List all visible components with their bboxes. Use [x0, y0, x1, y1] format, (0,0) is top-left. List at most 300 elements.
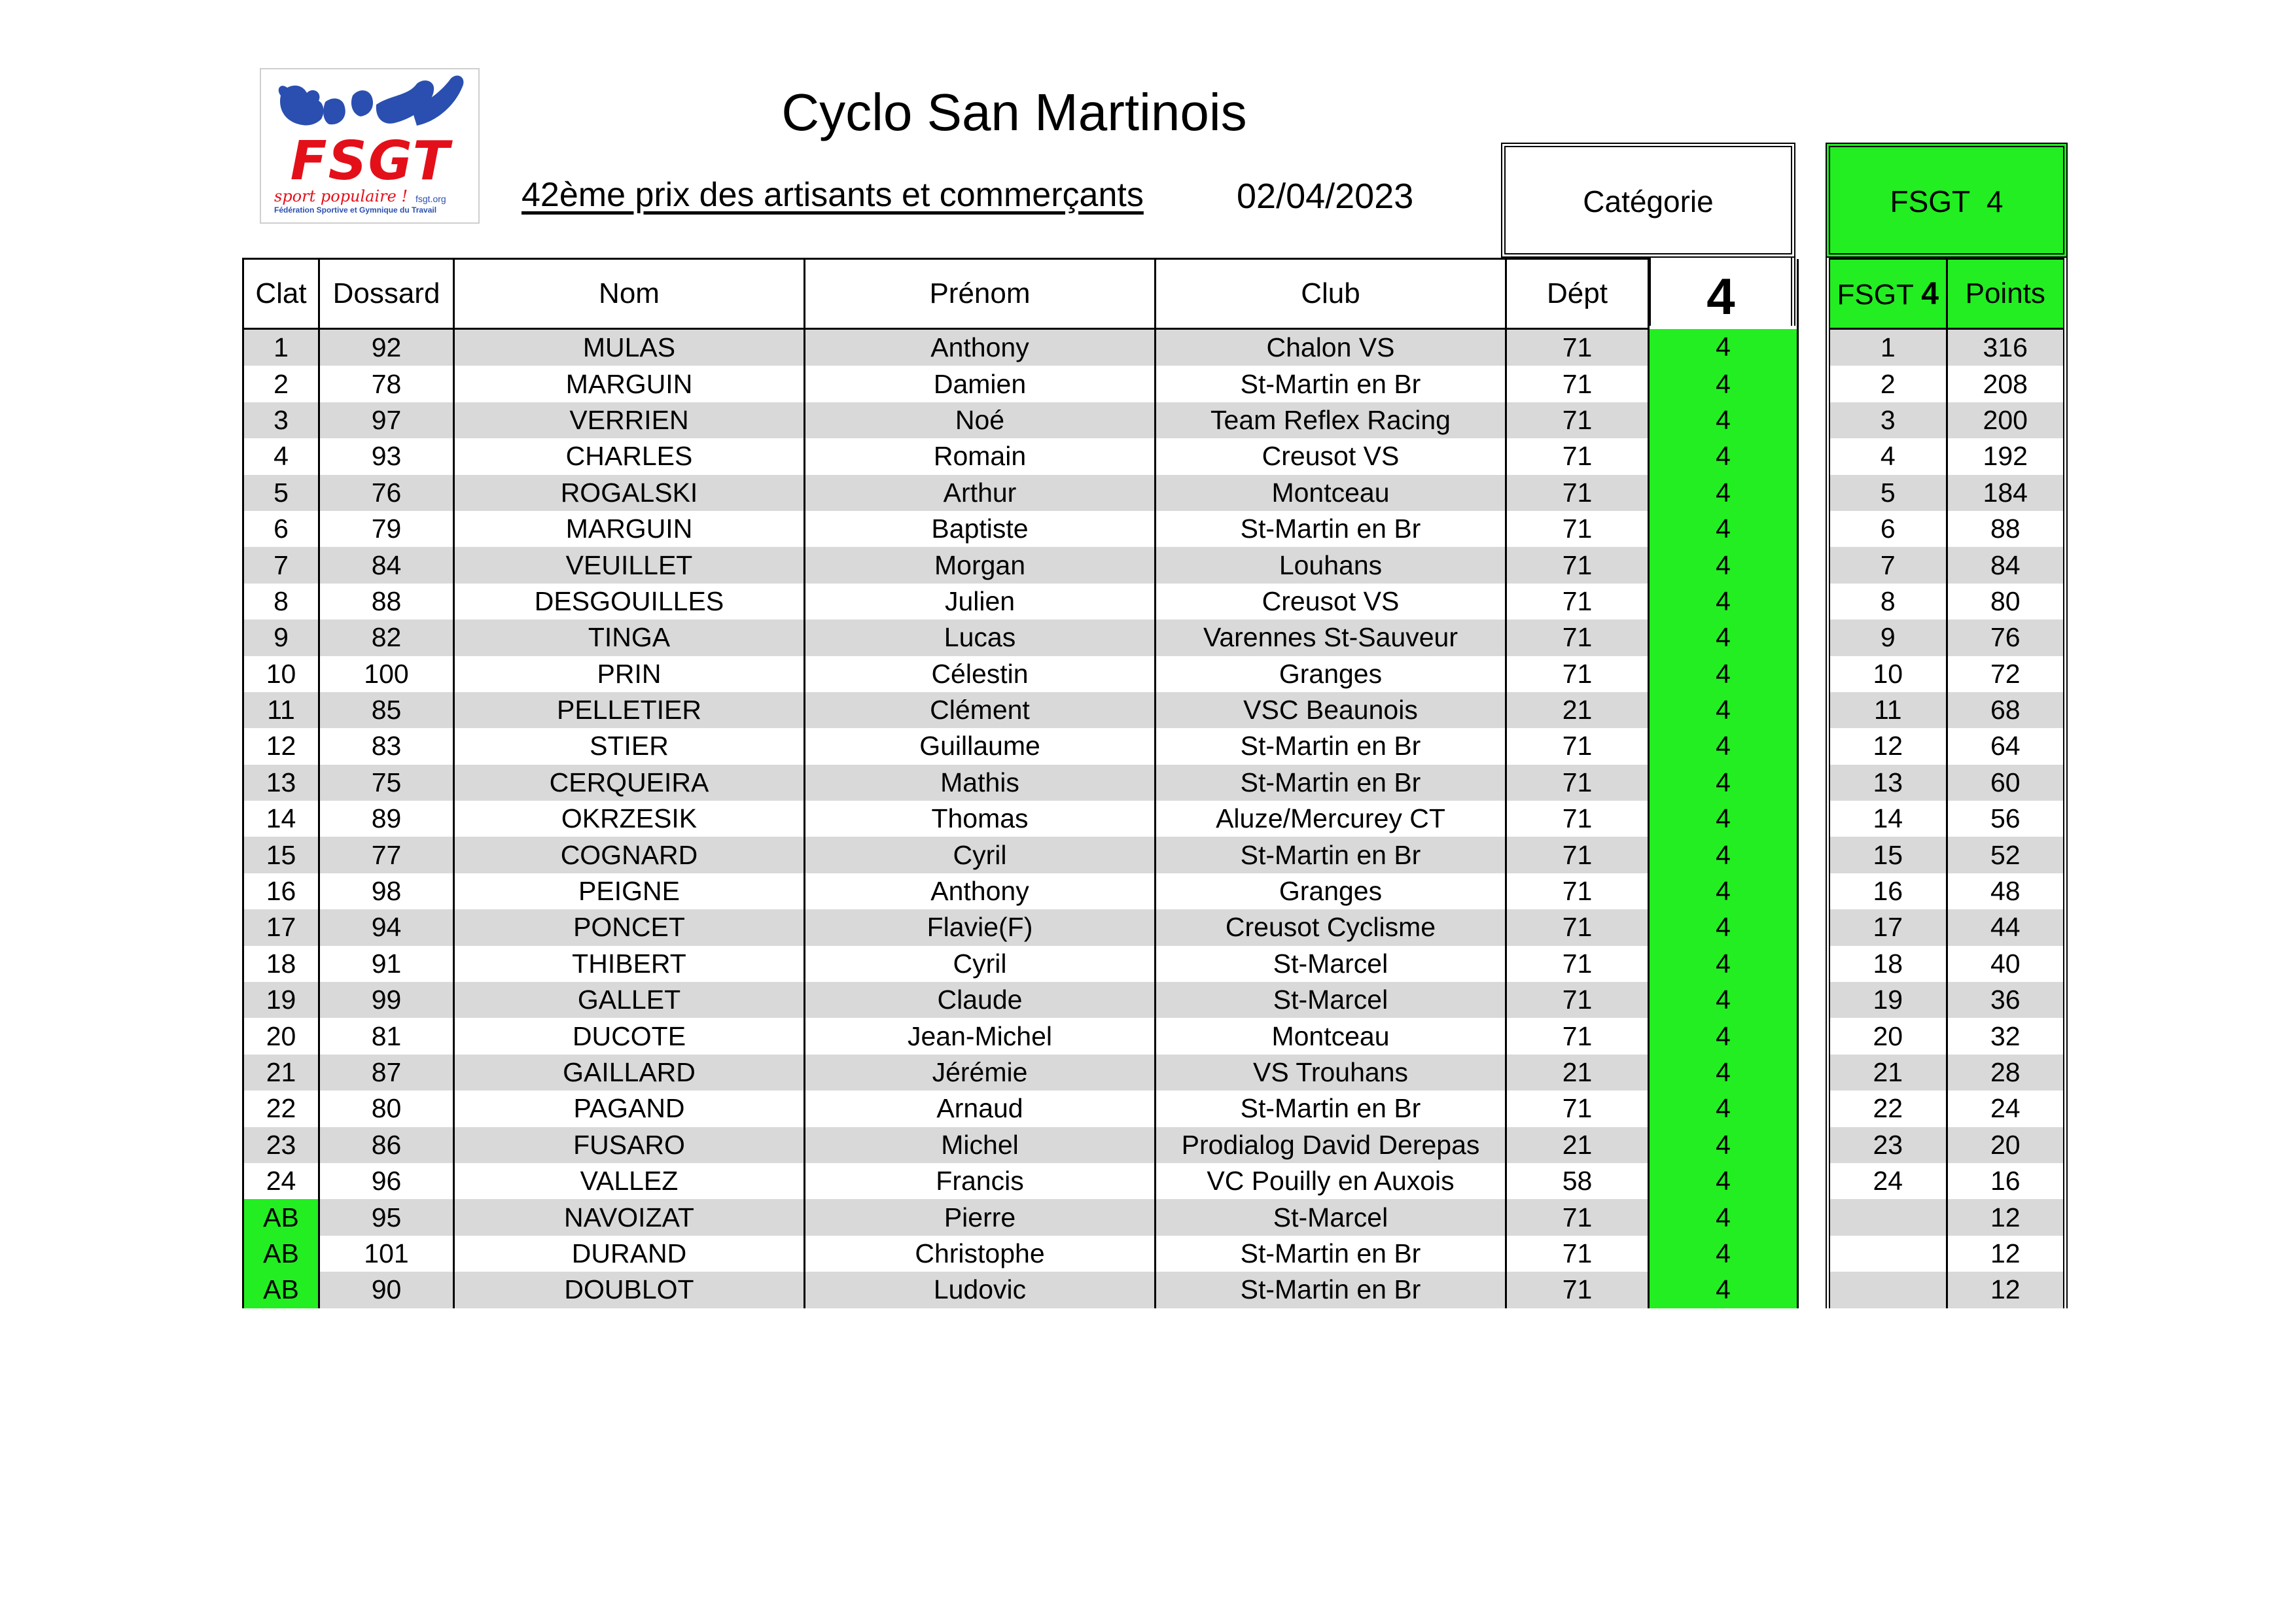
- nom-cell: PRIN: [454, 656, 805, 692]
- prenom-cell: Jérémie: [805, 1055, 1156, 1091]
- table-row: [243, 909, 1798, 945]
- points-cell: 80: [1947, 584, 2066, 620]
- category-cell: 4: [1649, 656, 1798, 692]
- points-row: [1828, 946, 2066, 982]
- dept-cell: 71: [1506, 366, 1649, 402]
- dossard-cell: 87: [319, 1055, 454, 1091]
- dept-cell: 21: [1506, 692, 1649, 728]
- points-cell: 56: [1947, 801, 2066, 837]
- rank-cell: 3: [1828, 402, 1947, 438]
- points-cell: 52: [1947, 837, 2066, 873]
- club-cell: Creusot VS: [1156, 438, 1506, 474]
- category-cell: 4: [1649, 946, 1798, 982]
- logo-text: FSGT: [290, 130, 451, 192]
- points-row: [1828, 620, 2066, 655]
- nom-cell: NAVOIZAT: [454, 1199, 805, 1235]
- clat-cell: 4: [243, 438, 319, 474]
- clat-cell: AB: [243, 1199, 319, 1235]
- table-row: [243, 1127, 1798, 1163]
- dossard-cell: 79: [319, 511, 454, 547]
- clat-cell: 19: [243, 982, 319, 1018]
- rank-cell: 19: [1828, 982, 1947, 1018]
- points-row: [1828, 873, 2066, 909]
- table-row: [243, 837, 1798, 873]
- table-row: [243, 873, 1798, 909]
- col-header-nom: Nom: [454, 259, 805, 329]
- points-row: [1828, 1163, 2066, 1199]
- page-title: Cyclo San Martinois: [781, 83, 1247, 141]
- dept-cell: 71: [1506, 402, 1649, 438]
- nom-cell: DESGOUILLES: [454, 584, 805, 620]
- dossard-cell: 80: [319, 1091, 454, 1126]
- clat-cell: 14: [243, 801, 319, 837]
- dept-cell: 21: [1506, 1127, 1649, 1163]
- table-row: [243, 692, 1798, 728]
- club-cell: St-Martin en Br: [1156, 765, 1506, 801]
- clat-cell: 15: [243, 837, 319, 873]
- dossard-cell: 95: [319, 1199, 454, 1235]
- prenom-cell: Cyril: [805, 946, 1156, 982]
- clat-cell: 5: [243, 475, 319, 511]
- club-cell: St-Marcel: [1156, 1199, 1506, 1235]
- rank-cell: [1828, 1199, 1947, 1235]
- points-cell: 20: [1947, 1127, 2066, 1163]
- points-row: [1828, 1055, 2066, 1091]
- club-cell: St-Martin en Br: [1156, 728, 1506, 764]
- category-value: 4: [1706, 268, 1735, 325]
- prenom-cell: Flavie(F): [805, 909, 1156, 945]
- dept-cell: 71: [1506, 656, 1649, 692]
- category-cell: 4: [1649, 1018, 1798, 1054]
- rank-cell: 18: [1828, 946, 1947, 982]
- table-row: [243, 1272, 1798, 1308]
- category-cell: 4: [1649, 366, 1798, 402]
- category-cell: 4: [1649, 329, 1798, 366]
- club-cell: Granges: [1156, 873, 1506, 909]
- rank-cell: 16: [1828, 873, 1947, 909]
- clat-cell: 9: [243, 620, 319, 655]
- table-row: [243, 584, 1798, 620]
- club-cell: VS Trouhans: [1156, 1055, 1506, 1091]
- points-header-row: [1828, 259, 2066, 329]
- rank-cell: 5: [1828, 475, 1947, 511]
- dossard-cell: 89: [319, 801, 454, 837]
- prenom-cell: Noé: [805, 402, 1156, 438]
- clat-cell: AB: [243, 1236, 319, 1272]
- category-cell: 4: [1649, 765, 1798, 801]
- club-cell: Chalon VS: [1156, 329, 1506, 366]
- points-row: [1828, 402, 2066, 438]
- category-cell: 4: [1649, 584, 1798, 620]
- table-row: [243, 1236, 1798, 1272]
- event-subtitle: 42ème prix des artisants et commerçants: [521, 176, 1144, 214]
- category-cell: 4: [1649, 692, 1798, 728]
- table-row: [243, 765, 1798, 801]
- dossard-cell: 100: [319, 656, 454, 692]
- rank-cell: 22: [1828, 1091, 1947, 1126]
- col-header-fsgt-num: 4: [1921, 276, 1939, 311]
- category-cell: 4: [1649, 1272, 1798, 1308]
- col-header-prenom: Prénom: [805, 259, 1156, 329]
- table-row: [243, 547, 1798, 583]
- dossard-cell: 99: [319, 982, 454, 1018]
- nom-cell: CERQUEIRA: [454, 765, 805, 801]
- clat-cell: 3: [243, 402, 319, 438]
- category-cell: 4: [1649, 1163, 1798, 1199]
- nom-cell: TINGA: [454, 620, 805, 655]
- points-row: [1828, 837, 2066, 873]
- dept-cell: 21: [1506, 1055, 1649, 1091]
- table-row: [243, 1163, 1798, 1199]
- dossard-cell: 93: [319, 438, 454, 474]
- points-cell: 184: [1947, 475, 2066, 511]
- dossard-cell: 85: [319, 692, 454, 728]
- nom-cell: COGNARD: [454, 837, 805, 873]
- category-label: Catégorie: [1583, 184, 1714, 218]
- dept-cell: 71: [1506, 620, 1649, 655]
- category-cell: 4: [1649, 1055, 1798, 1091]
- category-cell: 4: [1649, 728, 1798, 764]
- table-row: [243, 402, 1798, 438]
- prenom-cell: Mathis: [805, 765, 1156, 801]
- dossard-cell: 97: [319, 402, 454, 438]
- table-row: [243, 656, 1798, 692]
- rank-cell: 6: [1828, 511, 1947, 547]
- clat-cell: 2: [243, 366, 319, 402]
- col-header-category: [1649, 259, 1798, 329]
- event-date: 02/04/2023: [1237, 177, 1414, 216]
- clat-cell: 16: [243, 873, 319, 909]
- dossard-cell: 75: [319, 765, 454, 801]
- nom-cell: MARGUIN: [454, 511, 805, 547]
- dossard-cell: 88: [319, 584, 454, 620]
- club-cell: St-Martin en Br: [1156, 1091, 1506, 1126]
- points-row: [1828, 584, 2066, 620]
- points-cell: 200: [1947, 402, 2066, 438]
- points-row: [1828, 656, 2066, 692]
- points-row: [1828, 801, 2066, 837]
- prenom-cell: Jean-Michel: [805, 1018, 1156, 1054]
- dossard-cell: 101: [319, 1236, 454, 1272]
- category-cell: 4: [1649, 402, 1798, 438]
- clat-cell: 23: [243, 1127, 319, 1163]
- nom-cell: DURAND: [454, 1236, 805, 1272]
- category-cell: 4: [1649, 511, 1798, 547]
- rank-cell: 20: [1828, 1018, 1947, 1054]
- prenom-cell: Morgan: [805, 547, 1156, 583]
- points-cell: 60: [1947, 765, 2066, 801]
- prenom-cell: Francis: [805, 1163, 1156, 1199]
- rank-cell: 24: [1828, 1163, 1947, 1199]
- nom-cell: GAILLARD: [454, 1055, 805, 1091]
- club-cell: St-Marcel: [1156, 946, 1506, 982]
- prenom-cell: Julien: [805, 584, 1156, 620]
- points-cell: 24: [1947, 1091, 2066, 1126]
- col-header-club: Club: [1156, 259, 1506, 329]
- logo-url: fsgt.org: [415, 194, 446, 204]
- dept-cell: 71: [1506, 765, 1649, 801]
- nom-cell: FUSARO: [454, 1127, 805, 1163]
- clat-cell: 13: [243, 765, 319, 801]
- points-row: [1828, 765, 2066, 801]
- club-cell: St-Martin en Br: [1156, 366, 1506, 402]
- table-row: [243, 728, 1798, 764]
- prenom-cell: Anthony: [805, 873, 1156, 909]
- category-cell: 4: [1649, 982, 1798, 1018]
- points-row: [1828, 1127, 2066, 1163]
- club-cell: Creusot VS: [1156, 584, 1506, 620]
- points-row: [1828, 1199, 2066, 1235]
- fsgt-category-label: FSGT 4: [1890, 184, 2004, 218]
- category-cell: 4: [1649, 438, 1798, 474]
- clat-cell: 18: [243, 946, 319, 982]
- points-cell: 16: [1947, 1163, 2066, 1199]
- logo-tagline: sport populaire !: [274, 187, 408, 205]
- col-header-fsgt: [1828, 259, 1947, 329]
- club-cell: Montceau: [1156, 475, 1506, 511]
- table-row: [243, 1018, 1798, 1054]
- dept-cell: 71: [1506, 728, 1649, 764]
- rank-cell: 13: [1828, 765, 1947, 801]
- dept-cell: 71: [1506, 982, 1649, 1018]
- points-cell: 36: [1947, 982, 2066, 1018]
- rank-cell: 23: [1828, 1127, 1947, 1163]
- category-cell: 4: [1649, 801, 1798, 837]
- club-cell: Varennes St-Sauveur: [1156, 620, 1506, 655]
- dept-cell: 71: [1506, 475, 1649, 511]
- col-header-points: Points: [1947, 259, 2066, 329]
- club-cell: VSC Beaunois: [1156, 692, 1506, 728]
- dept-cell: 71: [1506, 873, 1649, 909]
- clat-cell: 11: [243, 692, 319, 728]
- dossard-cell: 84: [319, 547, 454, 583]
- club-cell: VC Pouilly en Auxois: [1156, 1163, 1506, 1199]
- dept-cell: 71: [1506, 837, 1649, 873]
- col-header-clat: Clat: [243, 259, 319, 329]
- prenom-cell: Pierre: [805, 1199, 1156, 1235]
- rank-cell: 1: [1828, 329, 1947, 366]
- points-cell: 76: [1947, 620, 2066, 655]
- points-row: [1828, 329, 2066, 366]
- category-cell: 4: [1649, 1091, 1798, 1126]
- dept-cell: 71: [1506, 909, 1649, 945]
- prenom-cell: Guillaume: [805, 728, 1156, 764]
- points-cell: 316: [1947, 329, 2066, 366]
- points-row: [1828, 1091, 2066, 1126]
- points-cell: 192: [1947, 438, 2066, 474]
- club-cell: St-Marcel: [1156, 982, 1506, 1018]
- nom-cell: PONCET: [454, 909, 805, 945]
- points-row: [1828, 547, 2066, 583]
- rank-cell: [1828, 1236, 1947, 1272]
- nom-cell: PELLETIER: [454, 692, 805, 728]
- dept-cell: 71: [1506, 801, 1649, 837]
- prenom-cell: Anthony: [805, 329, 1156, 366]
- prenom-cell: Romain: [805, 438, 1156, 474]
- prenom-cell: Claude: [805, 982, 1156, 1018]
- table-row: [243, 438, 1798, 474]
- dept-cell: 71: [1506, 438, 1649, 474]
- results-table: [242, 258, 1799, 1308]
- points-row: [1828, 475, 2066, 511]
- nom-cell: DOUBLOT: [454, 1272, 805, 1308]
- nom-cell: VALLEZ: [454, 1163, 805, 1199]
- nom-cell: DUCOTE: [454, 1018, 805, 1054]
- table-row: [243, 366, 1798, 402]
- category-cell: 4: [1649, 837, 1798, 873]
- points-cell: 72: [1947, 656, 2066, 692]
- table-row: [243, 511, 1798, 547]
- dossard-cell: 83: [319, 728, 454, 764]
- points-cell: 12: [1947, 1236, 2066, 1272]
- nom-cell: OKRZESIK: [454, 801, 805, 837]
- dept-cell: 71: [1506, 1018, 1649, 1054]
- nom-cell: VEUILLET: [454, 547, 805, 583]
- nom-cell: STIER: [454, 728, 805, 764]
- clat-cell: AB: [243, 1272, 319, 1308]
- rank-cell: 9: [1828, 620, 1947, 655]
- prenom-cell: Lucas: [805, 620, 1156, 655]
- points-cell: 12: [1947, 1272, 2066, 1308]
- results-header-row: [243, 259, 1798, 329]
- points-row: [1828, 982, 2066, 1018]
- dept-cell: 58: [1506, 1163, 1649, 1199]
- dossard-cell: 82: [319, 620, 454, 655]
- rank-cell: [1828, 1272, 1947, 1308]
- table-row: [243, 329, 1798, 366]
- points-cell: 68: [1947, 692, 2066, 728]
- dossard-cell: 81: [319, 1018, 454, 1054]
- prenom-cell: Célestin: [805, 656, 1156, 692]
- clat-cell: 1: [243, 329, 319, 366]
- points-row: [1828, 438, 2066, 474]
- clat-cell: 21: [243, 1055, 319, 1091]
- category-box: [1501, 143, 1795, 258]
- rank-cell: 11: [1828, 692, 1947, 728]
- dept-cell: 71: [1506, 584, 1649, 620]
- fsgt-category-box: [1826, 143, 2068, 258]
- clat-cell: 7: [243, 547, 319, 583]
- table-row: [243, 982, 1798, 1018]
- category-cell: 4: [1649, 1199, 1798, 1235]
- points-cell: 84: [1947, 547, 2066, 583]
- dossard-cell: 96: [319, 1163, 454, 1199]
- rank-cell: 17: [1828, 909, 1947, 945]
- prenom-cell: Christophe: [805, 1236, 1156, 1272]
- clat-cell: 10: [243, 656, 319, 692]
- rank-cell: 15: [1828, 837, 1947, 873]
- nom-cell: VERRIEN: [454, 402, 805, 438]
- rank-cell: 10: [1828, 656, 1947, 692]
- dept-cell: 71: [1506, 1199, 1649, 1235]
- club-cell: Creusot Cyclisme: [1156, 909, 1506, 945]
- rank-cell: 8: [1828, 584, 1947, 620]
- prenom-cell: Damien: [805, 366, 1156, 402]
- club-cell: St-Martin en Br: [1156, 1272, 1506, 1308]
- nom-cell: ROGALSKI: [454, 475, 805, 511]
- dossard-cell: 78: [319, 366, 454, 402]
- table-row: [243, 1091, 1798, 1126]
- club-cell: Granges: [1156, 656, 1506, 692]
- logo-org: Fédération Sportive et Gymnique du Travail: [274, 205, 437, 215]
- points-row: [1828, 909, 2066, 945]
- rank-cell: 12: [1828, 728, 1947, 764]
- nom-cell: MULAS: [454, 329, 805, 366]
- club-cell: Team Reflex Racing: [1156, 402, 1506, 438]
- dossard-cell: 91: [319, 946, 454, 982]
- club-cell: Aluze/Mercurey CT: [1156, 801, 1506, 837]
- table-row: [243, 946, 1798, 982]
- points-cell: 64: [1947, 728, 2066, 764]
- dept-cell: 71: [1506, 511, 1649, 547]
- table-row: [243, 1055, 1798, 1091]
- points-row: [1828, 1236, 2066, 1272]
- points-cell: 32: [1947, 1018, 2066, 1054]
- category-cell: 4: [1649, 620, 1798, 655]
- prenom-cell: Clément: [805, 692, 1156, 728]
- prenom-cell: Ludovic: [805, 1272, 1156, 1308]
- points-table: [1826, 258, 2068, 1308]
- clat-cell: 17: [243, 909, 319, 945]
- nom-cell: PEIGNE: [454, 873, 805, 909]
- points-row: [1828, 1018, 2066, 1054]
- clat-cell: 20: [243, 1018, 319, 1054]
- nom-cell: CHARLES: [454, 438, 805, 474]
- club-cell: Louhans: [1156, 547, 1506, 583]
- prenom-cell: Arthur: [805, 475, 1156, 511]
- prenom-cell: Cyril: [805, 837, 1156, 873]
- points-row: [1828, 692, 2066, 728]
- points-row: [1828, 1272, 2066, 1308]
- club-cell: St-Martin en Br: [1156, 1236, 1506, 1272]
- rank-cell: 4: [1828, 438, 1947, 474]
- fsgt-logo: [260, 68, 480, 224]
- category-cell: 4: [1649, 1236, 1798, 1272]
- rank-cell: 2: [1828, 366, 1947, 402]
- dept-cell: 71: [1506, 329, 1649, 366]
- points-row: [1828, 511, 2066, 547]
- club-cell: Montceau: [1156, 1018, 1506, 1054]
- clat-cell: 22: [243, 1091, 319, 1126]
- category-cell: 4: [1649, 475, 1798, 511]
- dept-cell: 71: [1506, 1236, 1649, 1272]
- col-header-dossard: Dossard: [319, 259, 454, 329]
- points-cell: 44: [1947, 909, 2066, 945]
- club-cell: Prodialog David Derepas: [1156, 1127, 1506, 1163]
- category-cell: 4: [1649, 547, 1798, 583]
- table-row: [243, 620, 1798, 655]
- dept-cell: 71: [1506, 547, 1649, 583]
- nom-cell: THIBERT: [454, 946, 805, 982]
- clat-cell: 6: [243, 511, 319, 547]
- table-row: [243, 475, 1798, 511]
- dossard-cell: 94: [319, 909, 454, 945]
- points-cell: 48: [1947, 873, 2066, 909]
- prenom-cell: Thomas: [805, 801, 1156, 837]
- table-row: [243, 1199, 1798, 1235]
- nom-cell: MARGUIN: [454, 366, 805, 402]
- col-header-dept: Dépt: [1506, 259, 1649, 329]
- clat-cell: 24: [243, 1163, 319, 1199]
- points-row: [1828, 728, 2066, 764]
- table-row: [243, 801, 1798, 837]
- clat-cell: 8: [243, 584, 319, 620]
- prenom-cell: Arnaud: [805, 1091, 1156, 1126]
- dossard-cell: 76: [319, 475, 454, 511]
- points-cell: 88: [1947, 511, 2066, 547]
- points-cell: 208: [1947, 366, 2066, 402]
- points-cell: 12: [1947, 1199, 2066, 1235]
